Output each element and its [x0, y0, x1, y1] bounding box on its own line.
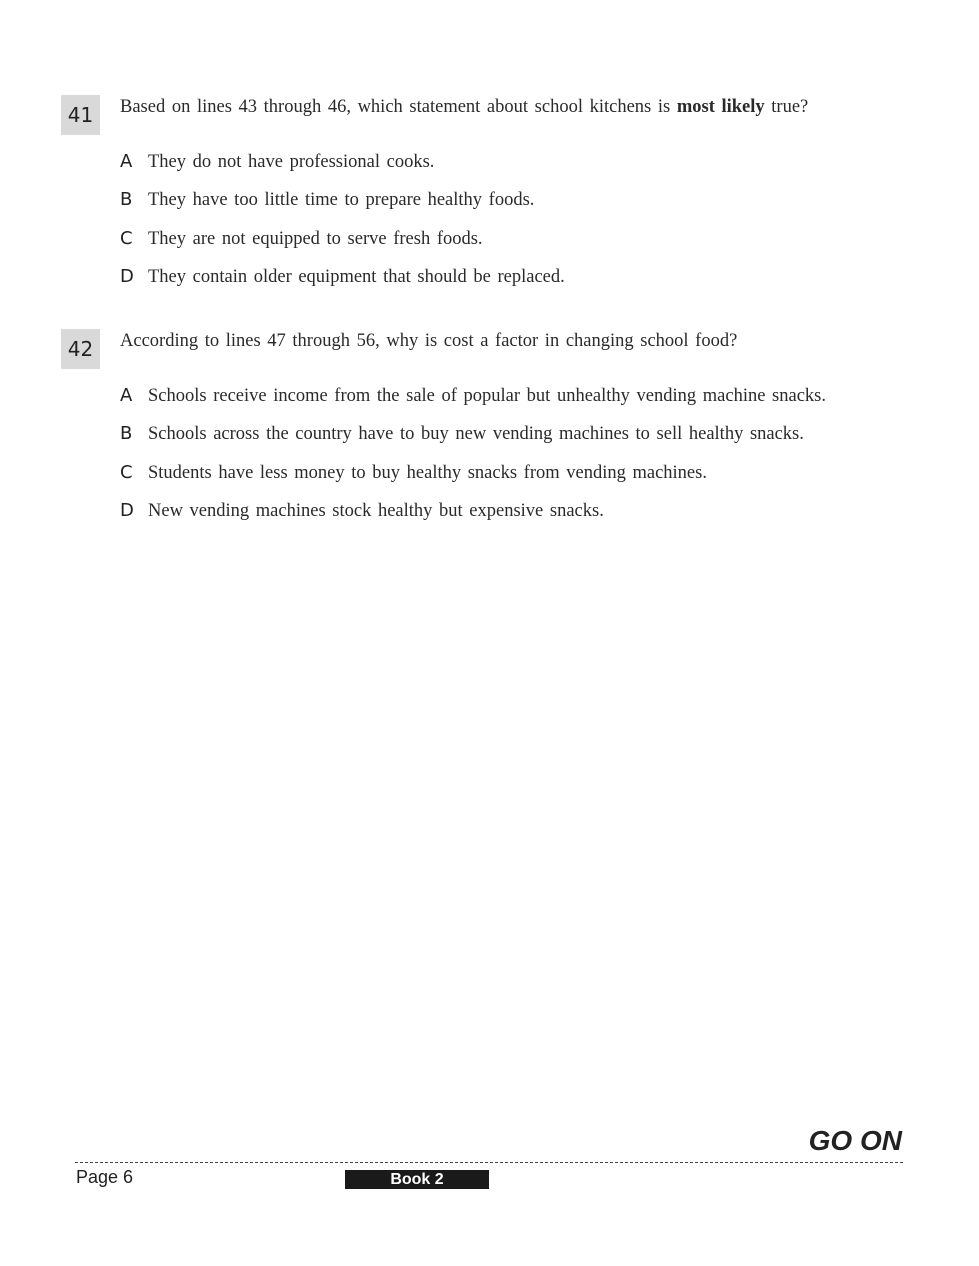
stem-text-end: true?: [764, 97, 809, 117]
choice-letter: D: [120, 266, 134, 287]
choice-letter: A: [120, 385, 133, 406]
question-stem-42: According to lines 47 through 56, why is cost a factor in changing school food?: [120, 331, 738, 351]
choice-letter: A: [120, 151, 133, 172]
answer-choice[interactable]: [120, 423, 804, 445]
choice-letter: B: [120, 423, 133, 444]
choice-letter: C: [120, 228, 133, 249]
choice-text: New vending machines stock healthy but expensive snacks.: [148, 501, 604, 521]
choice-text: Schools across the country have to buy new vending machines to sell healthy snacks.: [148, 424, 804, 444]
choice-text: Schools receive income from the sale of popular but unhealthy vending machine snacks.: [148, 386, 826, 406]
stem-emphasis: most likely: [676, 97, 765, 117]
question-number-41: 41: [61, 95, 100, 135]
stem-text: Based on lines 43 through 46, which statement about school kitchens is: [120, 97, 677, 117]
go-on-label: GO ON: [808, 1125, 902, 1156]
answer-choice[interactable]: [120, 189, 534, 211]
answer-choice[interactable]: [120, 228, 483, 250]
answer-choice[interactable]: [120, 500, 604, 522]
footer-divider: [75, 1162, 903, 1163]
choice-letter: D: [120, 500, 134, 521]
choice-text: They contain older equipment that should be replaced.: [148, 267, 565, 287]
choice-letter: C: [120, 462, 133, 483]
page-number: Page 6: [76, 1167, 134, 1187]
answer-choice[interactable]: [120, 462, 707, 484]
choice-letter: B: [120, 189, 133, 210]
answer-choice[interactable]: [120, 385, 826, 407]
question-number-42: 42: [61, 329, 100, 369]
answer-choice[interactable]: [120, 266, 565, 288]
choice-text: Students have less money to buy healthy snacks from vending machines.: [148, 463, 707, 483]
choice-text: They have too little time to prepare healthy foods.: [148, 190, 535, 210]
answer-choice[interactable]: [120, 151, 434, 173]
choice-text: They are not equipped to serve fresh foods.: [148, 229, 483, 249]
choice-text: They do not have professional cooks.: [148, 152, 435, 172]
book-label: Book 2: [345, 1170, 489, 1189]
question-stem-41: [120, 97, 808, 118]
